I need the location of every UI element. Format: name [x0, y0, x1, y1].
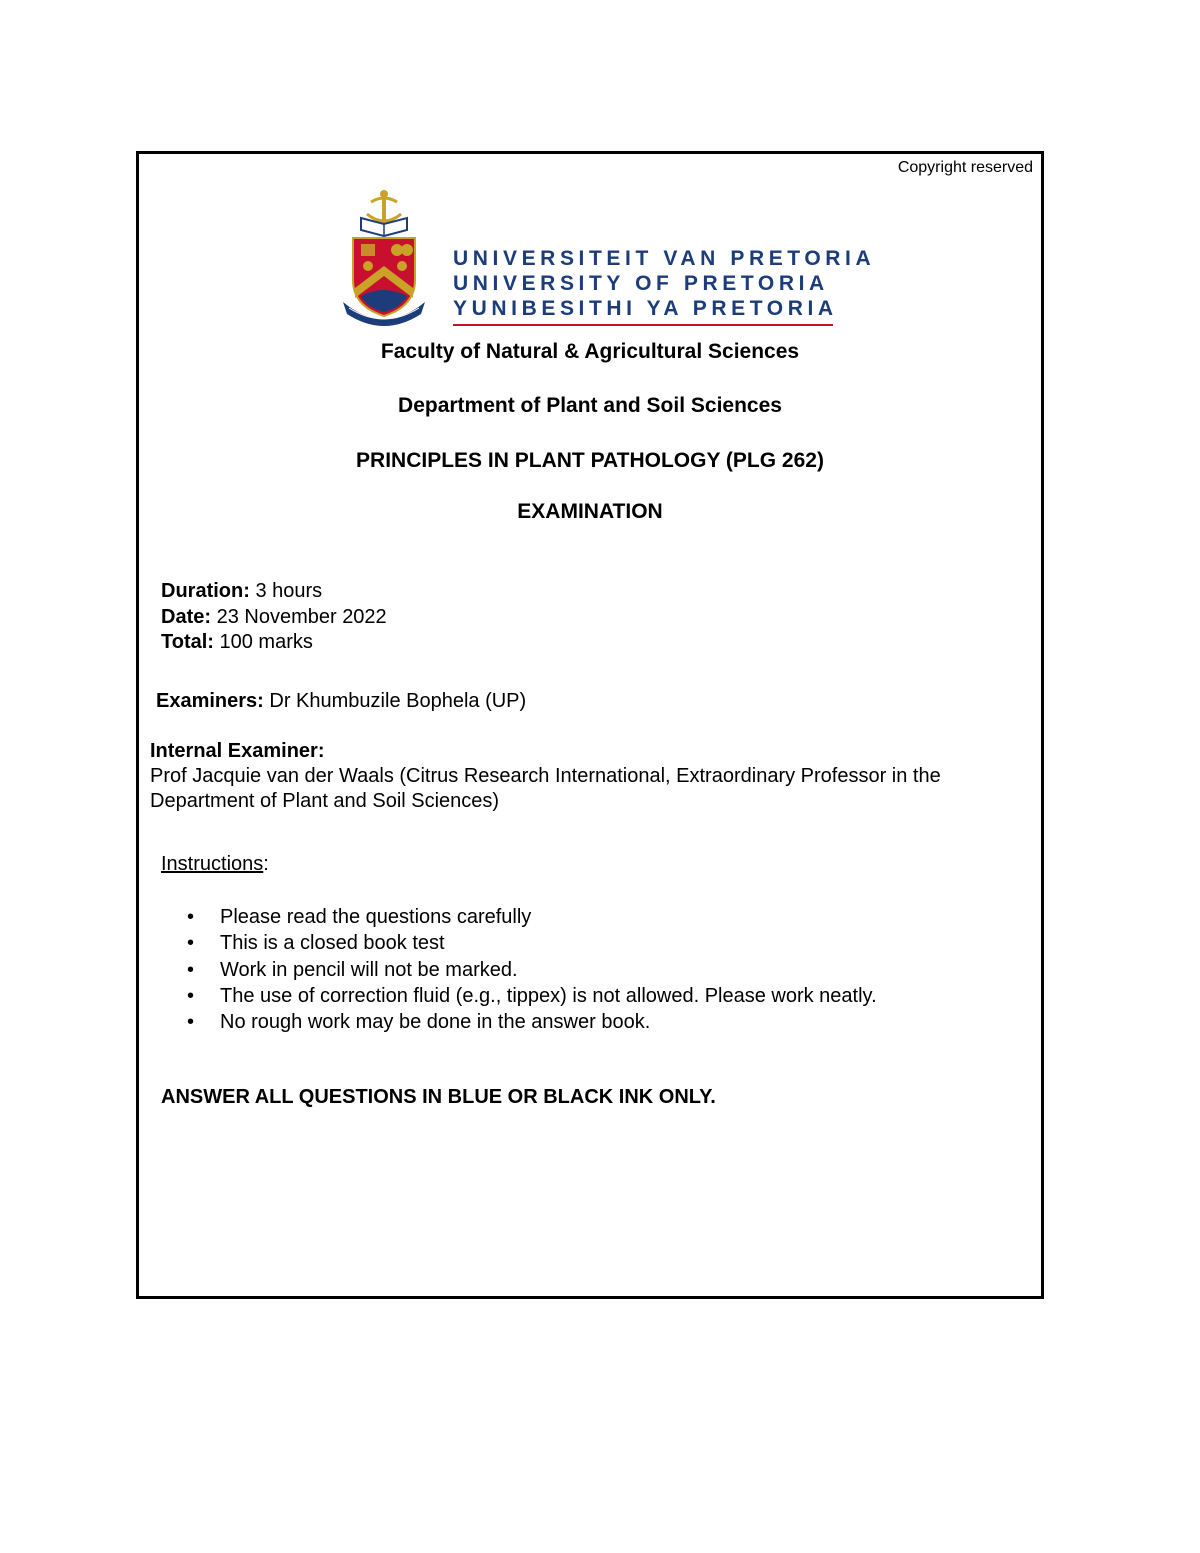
duration-row — [161, 579, 387, 605]
instruction-text: No rough work may be done in the answer book. — [220, 1011, 651, 1034]
instruction-text: This is a closed book test — [220, 932, 445, 955]
university-name-underline — [453, 324, 833, 326]
instructions-title: Instructions — [161, 853, 264, 875]
university-crest-icon — [341, 188, 427, 328]
bullet-icon: • — [187, 1011, 195, 1034]
date-label: Date: — [161, 605, 212, 628]
internal-examiner-label: Internal Examiner: — [150, 740, 325, 762]
bullet-icon: • — [187, 984, 195, 1007]
list-item — [139, 957, 877, 983]
instruction-text: The use of correction fluid (e.g., tippex) is not allowed. Please work neatly. — [220, 984, 877, 1007]
internal-examiner-line-1: Prof Jacquie van der Waals (Citrus Research International, Extraordinary Professor in the — [150, 765, 941, 787]
instructions-colon: : — [263, 853, 269, 875]
exam-cover-frame — [136, 151, 1044, 1299]
course-title: PRINCIPLES IN PLANT PATHOLOGY (PLG 262) — [356, 449, 824, 472]
university-name-english: UNIVERSITY OF PRETORIA — [453, 272, 829, 295]
date-value: 23 November 2022 — [211, 605, 387, 628]
internal-examiner-line-2: Department of Plant and Soil Sciences) — [150, 790, 500, 812]
date-row — [161, 605, 387, 631]
list-item — [139, 930, 877, 956]
duration-label: Duration: — [161, 580, 250, 602]
exam-title: EXAMINATION — [517, 500, 663, 523]
ink-instruction: ANSWER ALL QUESTIONS IN BLUE OR BLACK INK ONLY. — [161, 1086, 716, 1108]
department-heading: Department of Plant and Soil Sciences — [398, 394, 782, 417]
total-row — [161, 630, 387, 656]
total-label: Total: — [161, 631, 214, 653]
examiners-row — [156, 690, 526, 713]
bullet-icon: • — [187, 932, 195, 955]
instruction-text: Work in pencil will not be marked. — [220, 958, 518, 981]
faculty-heading: Faculty of Natural & Agricultural Sciences — [380, 340, 800, 363]
instruction-text: Please read the questions carefully — [220, 906, 532, 928]
list-item — [139, 1009, 877, 1035]
instructions-list — [139, 904, 877, 1035]
instructions-heading — [161, 853, 269, 876]
duration-value: 3 hours — [249, 580, 323, 602]
bullet-icon: • — [187, 958, 195, 981]
internal-examiner-block — [150, 739, 1030, 814]
bullet-icon: • — [187, 906, 195, 928]
copyright-notice: Copyright reserved — [897, 159, 1033, 176]
exam-details — [161, 579, 387, 656]
list-item — [139, 983, 877, 1009]
university-name-sepedi: YUNIBESITHI YA PRETORIA — [453, 297, 838, 320]
list-item — [139, 904, 877, 930]
total-value: 100 marks — [213, 631, 313, 653]
examiners-label: Examiners: — [156, 690, 264, 712]
university-name-afrikaans: UNIVERSITEIT VAN PRETORIA — [453, 247, 876, 270]
examiners-value: Dr Khumbuzile Bophela (UP) — [263, 690, 527, 712]
university-names — [453, 246, 876, 326]
university-logo — [341, 188, 876, 328]
